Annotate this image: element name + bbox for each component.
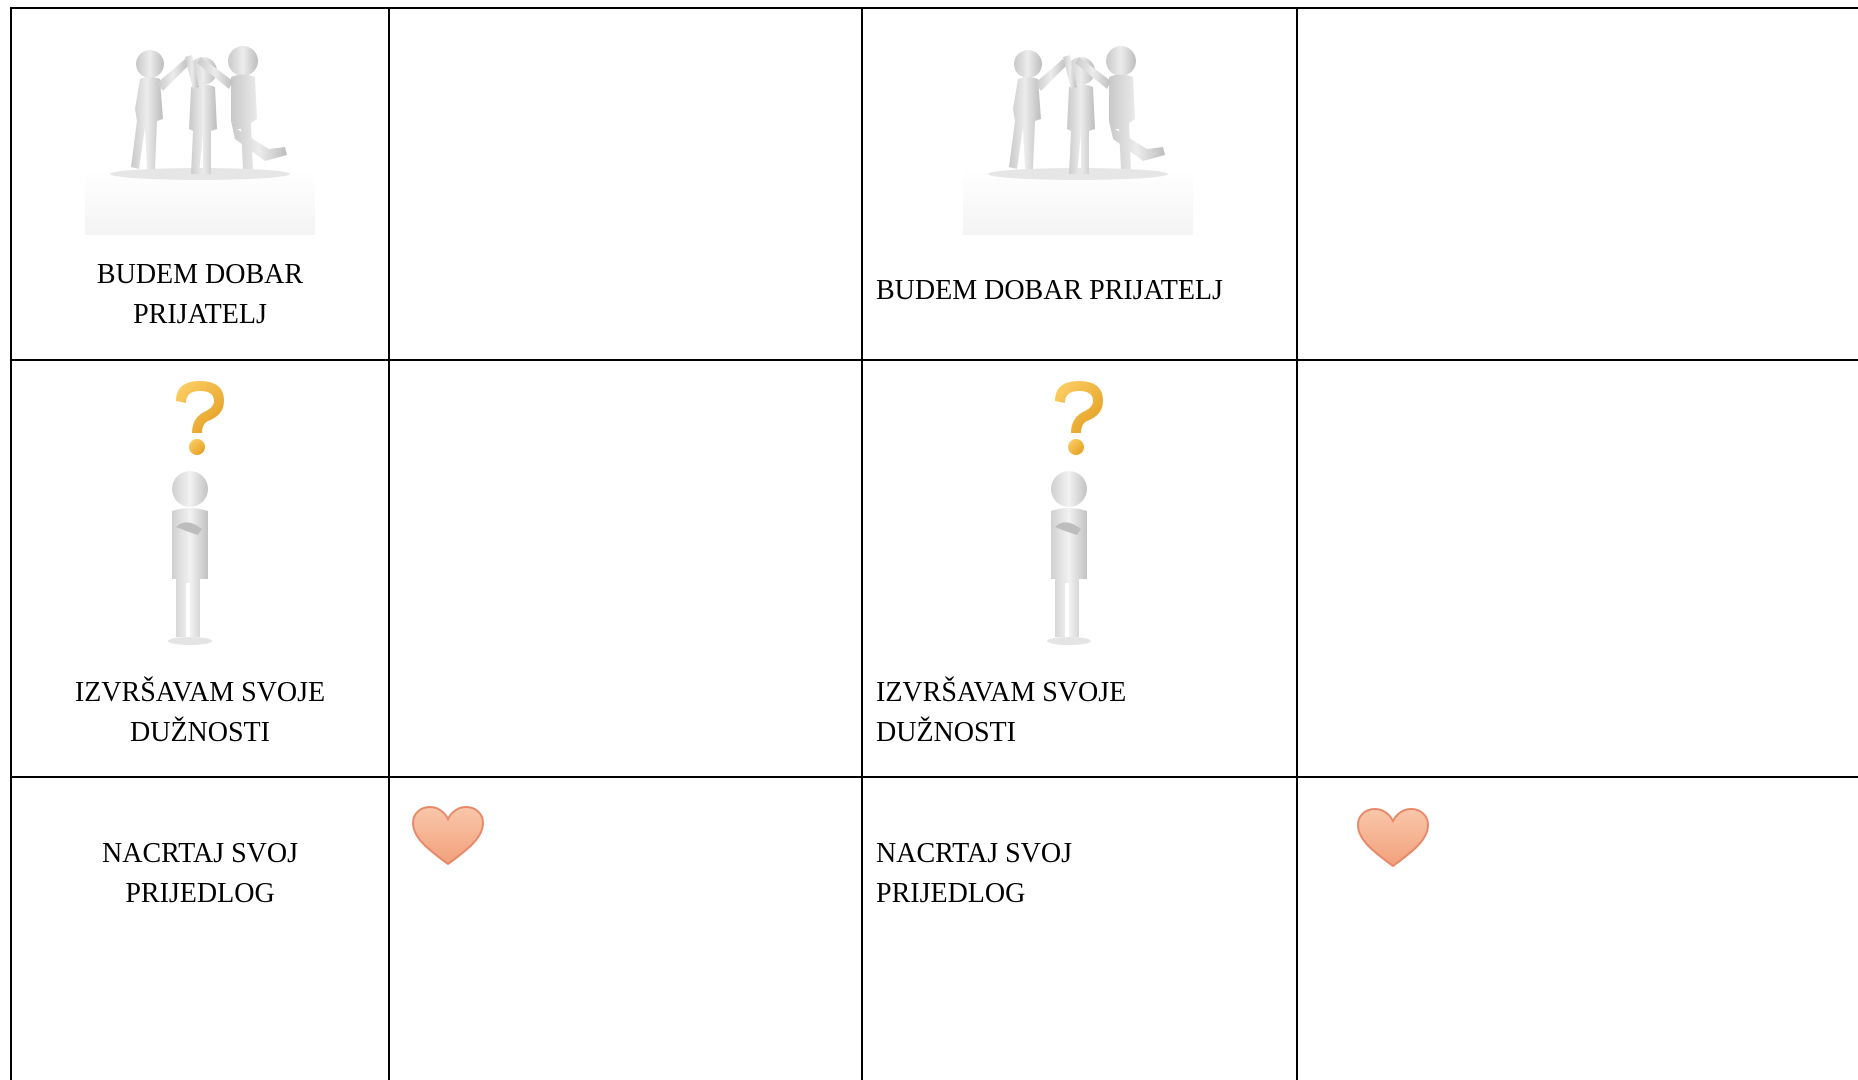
cell-label: NACRTAJ SVOJ PRIJEDLOG [876, 838, 1072, 909]
table-cell [863, 778, 1296, 1080]
heart-icon [409, 804, 487, 868]
table-cell [390, 778, 861, 1080]
table-cell [863, 361, 1296, 776]
cell-label: IZVRŠAVAM SVOJE DUŽNOSTI [876, 677, 1127, 748]
table-cell [12, 9, 388, 359]
empty-cell [390, 361, 861, 776]
friends-high-five-image [963, 9, 1193, 235]
thinking-figure-image [1041, 379, 1117, 649]
empty-cell [1298, 361, 1858, 776]
heart-icon [1354, 806, 1432, 870]
cell-label: NACRTAJ SVOJ PRIJEDLOG [102, 838, 298, 909]
empty-cell [390, 9, 861, 359]
cell-label: BUDEM DOBAR PRIJATELJ [96, 259, 304, 330]
table-cell [12, 361, 388, 776]
empty-cell [1298, 9, 1858, 359]
table-cell [12, 778, 388, 1080]
table-cell [1298, 778, 1858, 1080]
cell-label: IZVRŠAVAM SVOJE DUŽNOSTI [74, 677, 326, 748]
table-cell [863, 9, 1296, 359]
friends-high-five-image [85, 9, 315, 235]
thinking-figure-image [162, 379, 238, 649]
cell-label: BUDEM DOBAR PRIJATELJ [876, 275, 1223, 306]
